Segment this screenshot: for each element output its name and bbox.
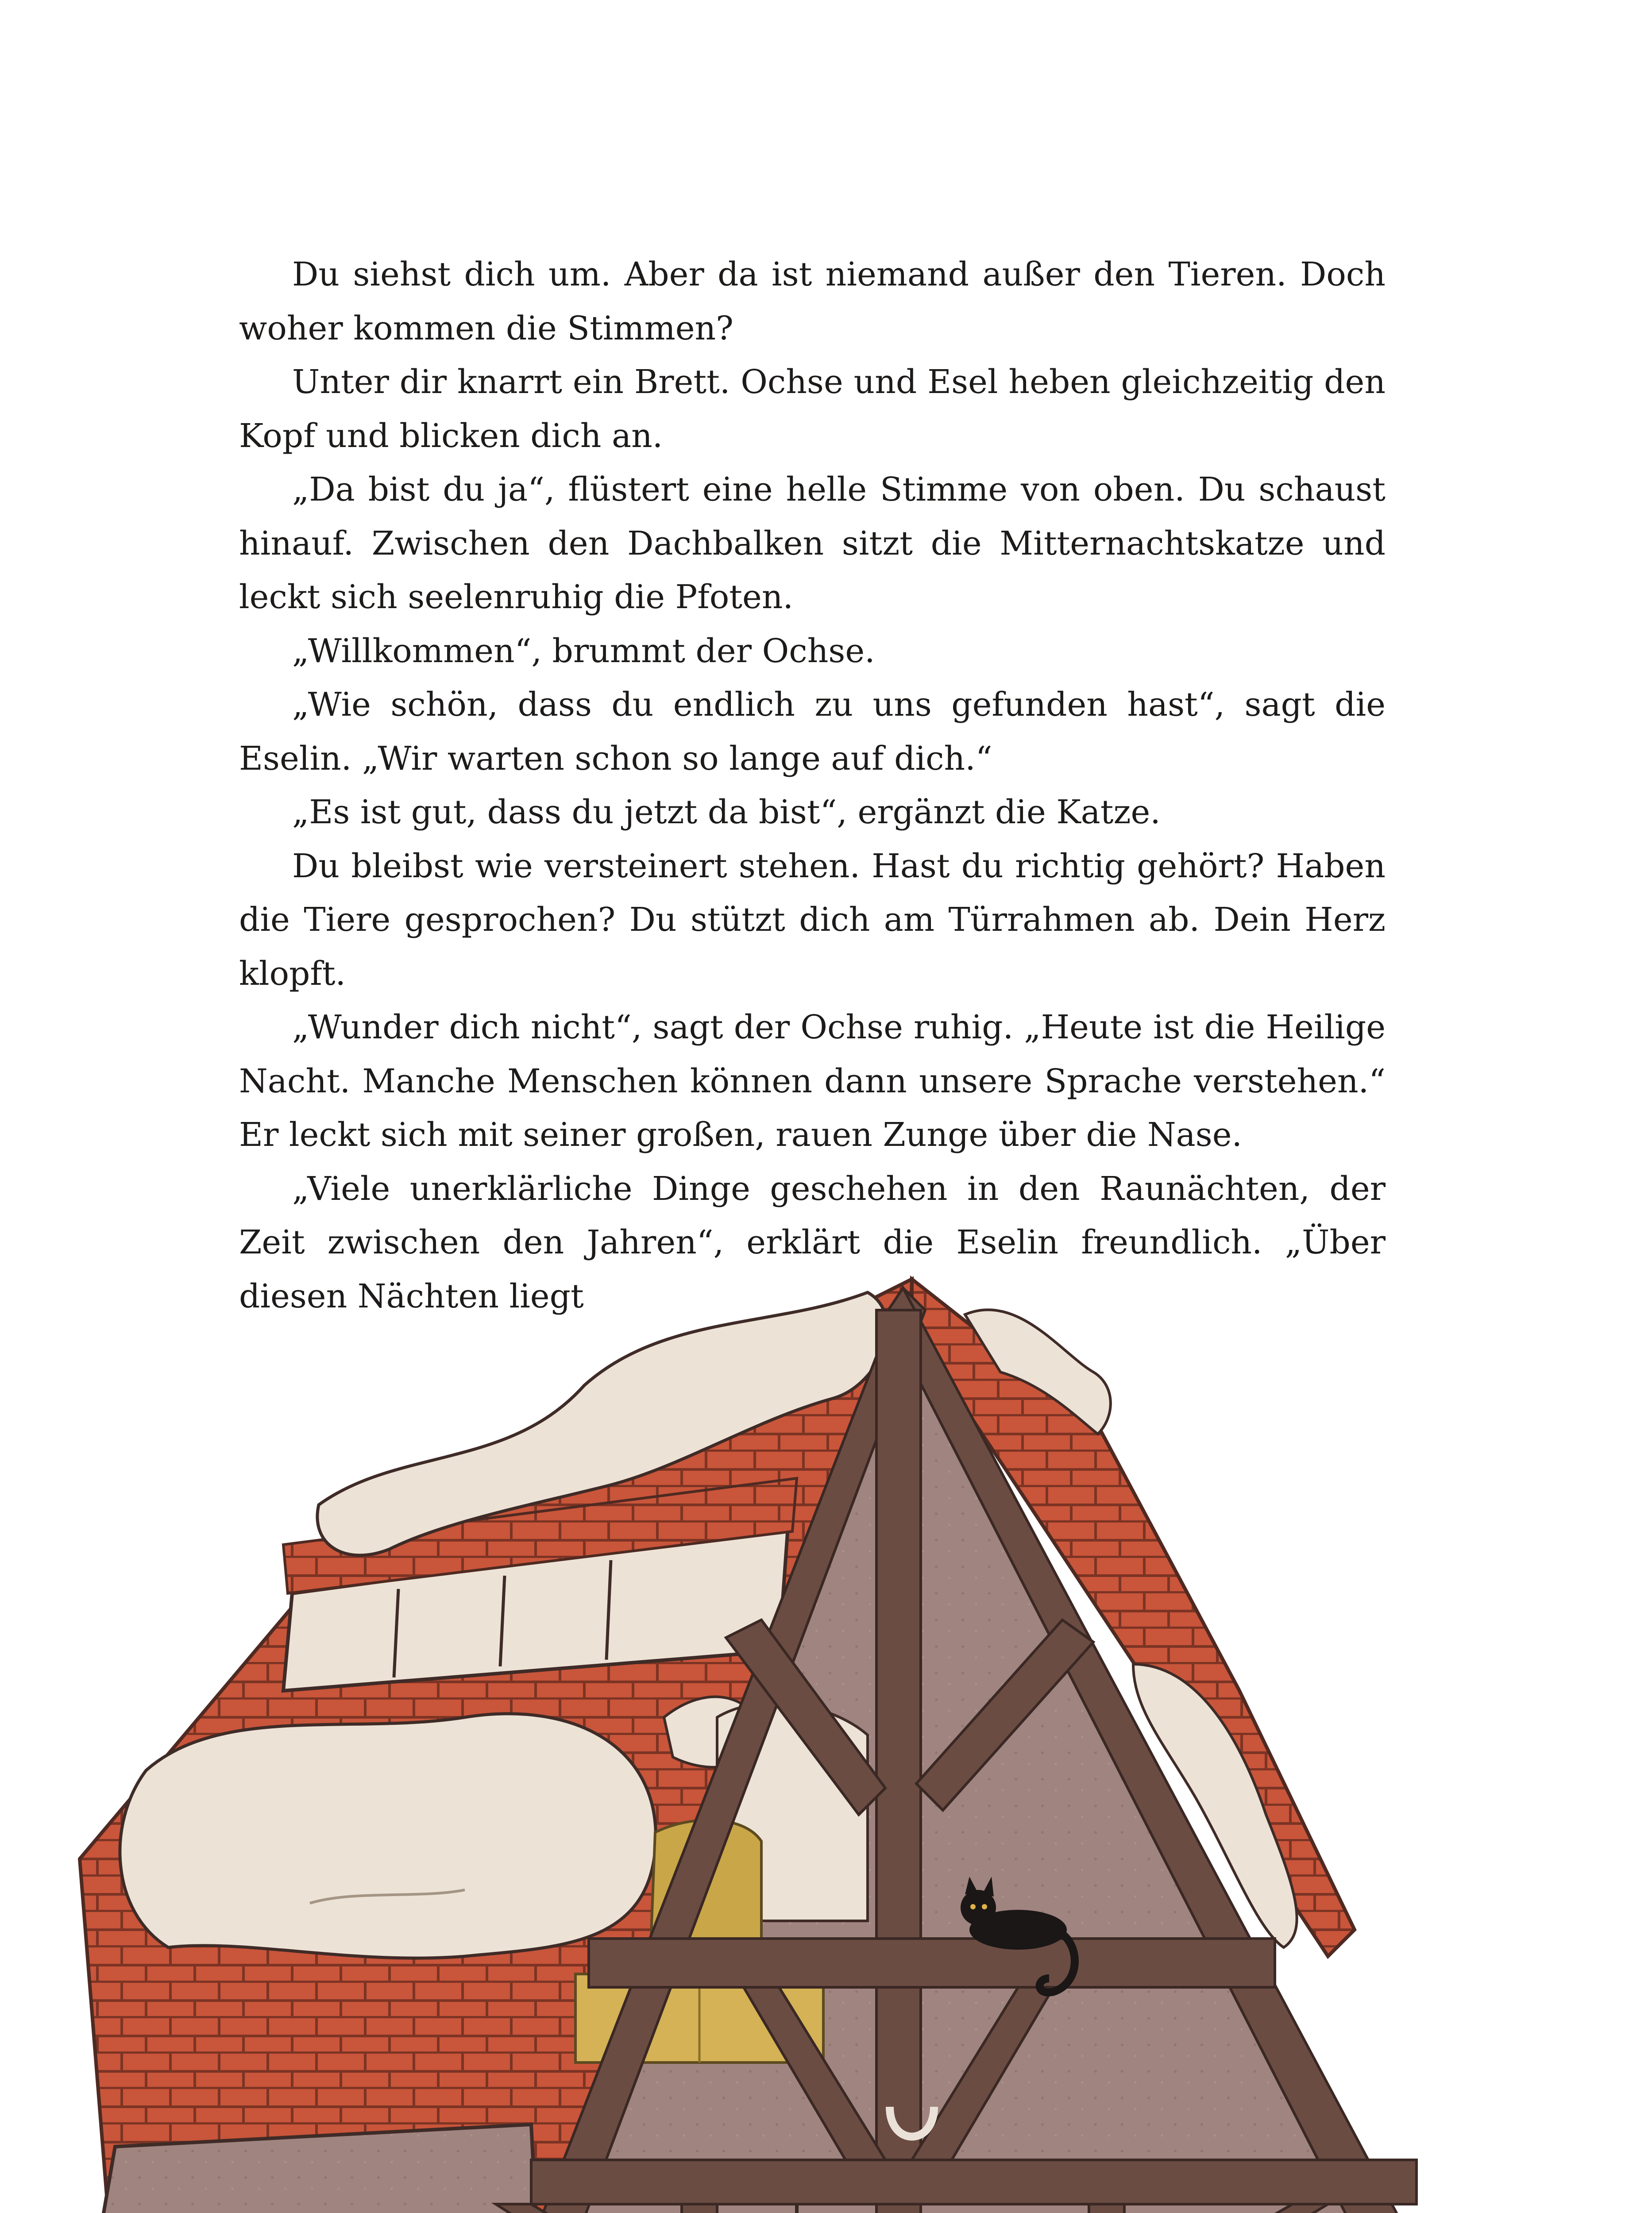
paragraph: „Es ist gut, dass du jetzt da bist“, ergänzt die Katze. [292,793,1161,831]
paragraph: „Viele unerklärliche Dinge geschehen in den Raunächten, der Zeit zwischen den Jahren“, erklärt die Eselin freundlich. „Über diesen Nächten liegt [239,1169,1386,1315]
paragraph: Unter dir knarrt ein Brett. Ochse und Esel heben gleichzeitig den Kopf und blicken dich an. [239,363,1386,455]
paragraph: Du bleibst wie versteinert stehen. Hast du richtig gehört? Haben die Tiere gesprochen? Du stützt dich am Türrahmen ab. Dein Herz klopft. [239,847,1386,993]
barn-illustration [0,1239,1652,2213]
paragraph: „Da bist du ja“, flüstert eine helle Stimme von oben. Du schaust hinauf. Zwischen den Dachbalken sitzt die Mitternachtskatze und leckt sich seelenruhig die Pfoten. [239,470,1386,616]
paragraph: Du siehst dich um. Aber da ist niemand außer den Tieren. Doch woher kommen die Stimmen? [239,255,1386,347]
story-text [239,248,1386,1323]
paragraph: „Willkommen“, brummt der Ochse. [292,632,875,670]
paragraph: „Wunder dich nicht“, sagt der Ochse ruhig. „Heute ist die Heilige Nacht. Manche Menschen können dann unsere Sprache verstehen.“ Er leckt sich mit seiner großen, rauen Zunge über die Nase. [239,1008,1386,1154]
paragraph: „Wie schön, dass du endlich zu uns gefunden hast“, sagt die Eselin. „Wir warten schon so lange auf dich.“ [239,686,1386,778]
barn-icon [0,1239,1652,2213]
